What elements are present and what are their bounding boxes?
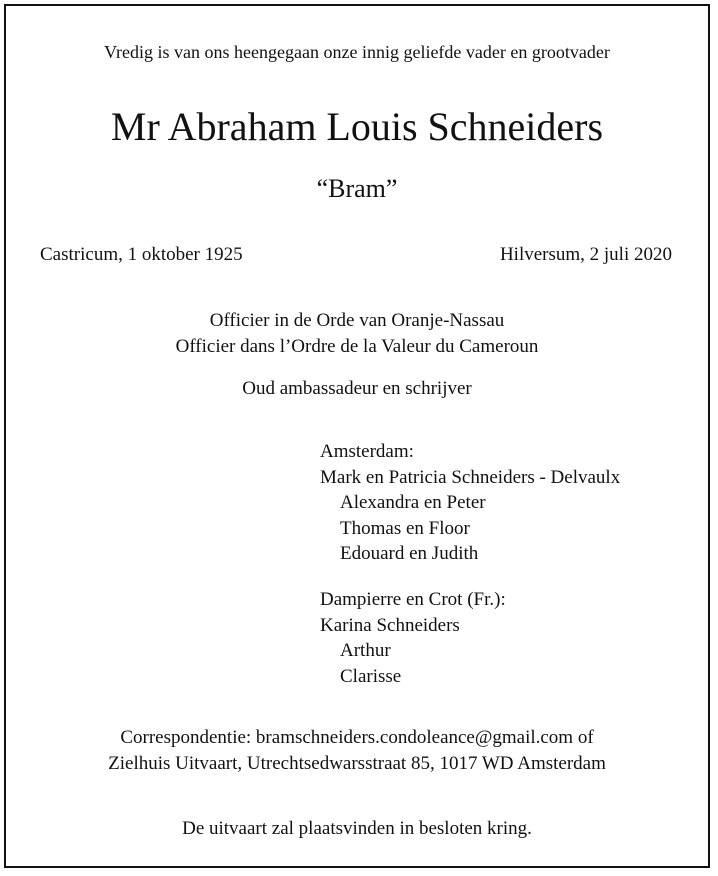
family-child: Alexandra en Peter [340,492,486,513]
nickname: “Bram” [316,174,398,203]
family-place: Amsterdam: [320,441,414,462]
death-place-date: Hilversum, 2 juli 2020 [499,244,672,265]
funeral-home-address: Zielhuis Uitvaart, Utrechtsedwarsstraat 85, 1017 WD Amsterdam [108,753,606,774]
family-place: Dampierre en Crot (Fr.): [320,589,506,610]
correspondence-line: Correspondentie: bramschneiders.condoleance@gmail.com of [120,727,594,748]
death-notice-card [4,4,710,868]
intro-text: Vredig is van ons heengegaan onze innig geliefde vader en grootvader [104,42,610,62]
role-description: Oud ambassadeur en schrijver [242,378,472,399]
family-child: Thomas en Floor [340,517,470,539]
closing-text: De uitvaart zal plaatsvinden in besloten kring. [182,818,532,839]
family-child: Clarisse [340,665,402,687]
family-group-dampierre [320,587,506,689]
honor-cameroun: Officier dans l’Ordre de la Valeur du Cameroun [175,336,539,357]
family-heads: Karina Schneiders [320,614,460,636]
family-group-amsterdam [320,439,620,567]
family-heads: Mark en Patricia Schneiders - Delvaulx [320,466,621,488]
family-child: Arthur [340,640,391,661]
family-child: Edouard en Judith [340,543,479,564]
honor-oranje-nassau: Officier in de Orde van Oranje-Nassau [209,310,505,331]
deceased-name: Mr Abraham Louis Schneiders [110,104,604,149]
birth-place-date: Castricum, 1 oktober 1925 [40,244,243,265]
